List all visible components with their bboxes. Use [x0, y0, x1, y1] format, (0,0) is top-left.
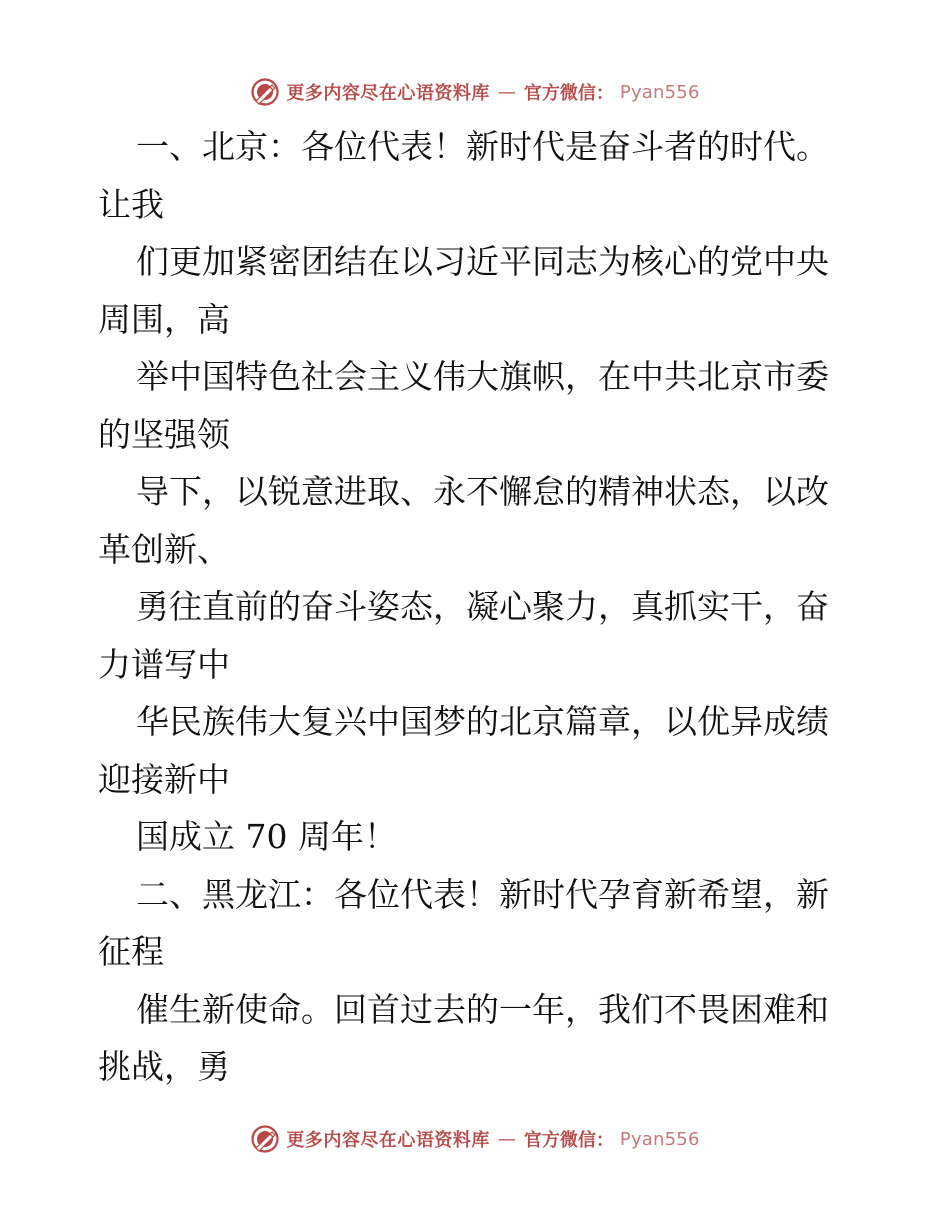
watermark-text: 更多内容尽在心语资料库 [286, 1130, 490, 1151]
document-line: 周围，高 [98, 299, 230, 339]
watermark-wechat-id: Pyan556 [619, 81, 700, 103]
document-line: 征程 [98, 932, 164, 971]
document-line: 的坚强领 [98, 414, 230, 454]
document-line: 们更加紧密团结在以习近平同志为核心的党中央 [136, 242, 829, 281]
document-line: 迎接新中 [98, 759, 230, 799]
watermark-dash: — [497, 81, 516, 103]
document-line: 革创新、 [98, 529, 230, 569]
document-line: 让我 [98, 184, 164, 224]
document-line: 二、黑龙江：各位代表！新时代孕育新希望，新 [136, 874, 829, 914]
watermark-wechat-label: 官方微信： [523, 1130, 614, 1151]
document-line: 一、北京：各位代表！新时代是奋斗者的时代。 [136, 127, 829, 166]
document-line: 催生新使命。回首过去的一年，我们不畏困难和 [136, 989, 829, 1029]
footer-watermark [0, 1119, 950, 1159]
document-line: 国成立 70 周年！ [136, 817, 397, 856]
watermark-wechat-label: 官方微信： [523, 83, 614, 104]
watermark-wechat-id: Pyan556 [619, 1128, 700, 1150]
pen-seal-icon [250, 1124, 280, 1154]
document-line: 举中国特色社会主义伟大旗帜，在中共北京市委 [136, 357, 829, 396]
document-line: 挑战，勇 [98, 1047, 230, 1086]
header-watermark [0, 72, 950, 112]
watermark-text: 更多内容尽在心语资料库 [286, 83, 490, 104]
watermark-dash: — [497, 1128, 516, 1150]
document-line: 导下，以锐意进取、永不懈怠的精神状态，以改 [136, 472, 829, 511]
document-line: 勇往直前的奋斗姿态，凝心聚力，真抓实干，奋 [136, 587, 829, 626]
document-line: 力谱写中 [98, 644, 230, 684]
document-line: 华民族伟大复兴中国梦的北京篇章，以优异成绩 [136, 702, 829, 741]
document-body [98, 118, 878, 1096]
pen-seal-icon [250, 77, 280, 107]
